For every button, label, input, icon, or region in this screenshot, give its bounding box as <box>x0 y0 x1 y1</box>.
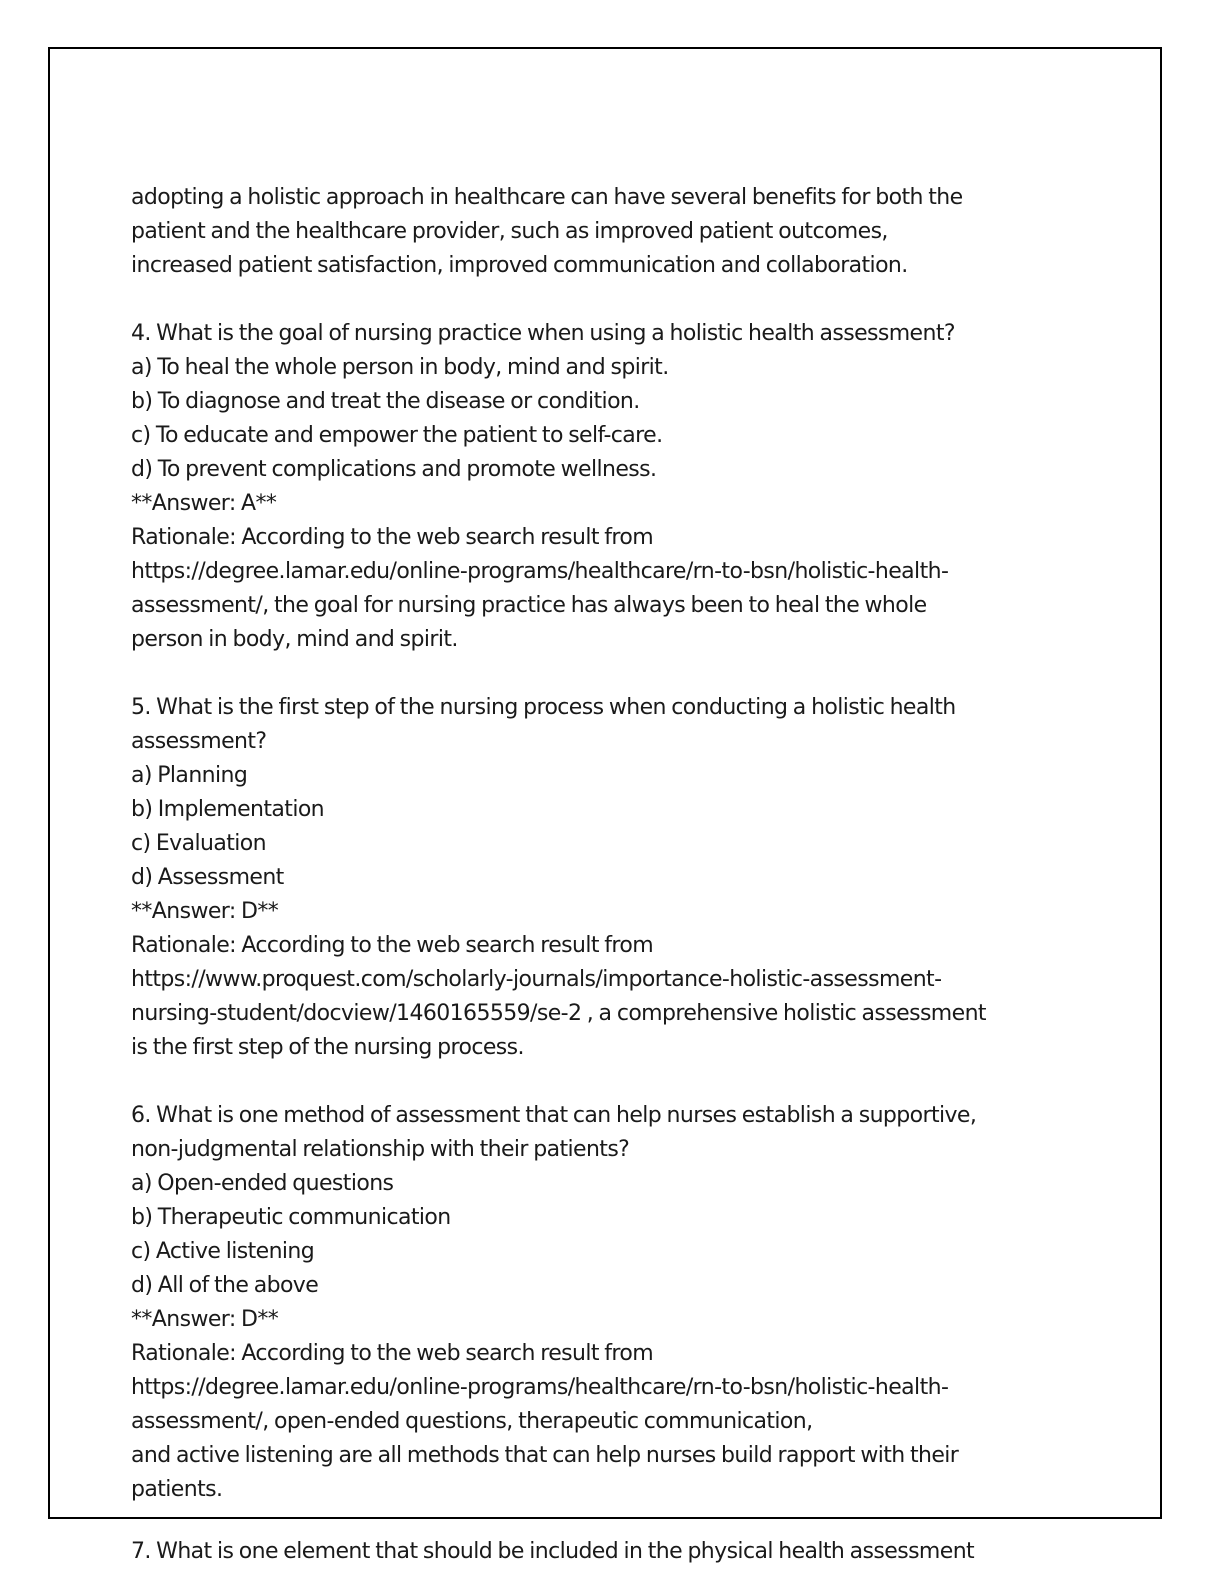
rationale-line: person in body, mind and spirit. <box>131 627 458 652</box>
option-a: a) Planning <box>131 763 248 788</box>
question-text: 6. What is one method of assessment that can help nurses establish a supportive, <box>131 1103 977 1128</box>
document-body <box>131 181 1121 1507</box>
question-7-start: 7. What is one element that should be included in the physical health assessment <box>131 1539 975 1564</box>
option-c: c) Active listening <box>131 1239 315 1264</box>
option-b: b) To diagnose and treat the disease or condition. <box>131 389 640 414</box>
option-c: c) To educate and empower the patient to self-care. <box>131 423 663 448</box>
question-4-block <box>131 317 1121 657</box>
option-d: d) All of the above <box>131 1273 319 1298</box>
question-text: non-judgmental relationship with their patients? <box>131 1137 630 1162</box>
rationale-line: Rationale: According to the web search result from <box>131 525 654 550</box>
paragraph-gap <box>131 1065 1121 1099</box>
rationale-line: patients. <box>131 1477 223 1502</box>
rationale-line: assessment/, open-ended questions, therapeutic communication, <box>131 1409 813 1434</box>
rationale-line: assessment/, the goal for nursing practice has always been to heal the whole <box>131 593 927 618</box>
rationale-line: is the first step of the nursing process. <box>131 1035 524 1060</box>
question-6-block <box>131 1099 1121 1507</box>
paragraph-gap <box>131 283 1121 317</box>
answer-line: **Answer: A** <box>131 491 277 516</box>
rationale-line: Rationale: According to the web search result from <box>131 933 654 958</box>
intro-paragraph <box>131 181 1121 283</box>
question-text: 5. What is the first step of the nursing process when conducting a holistic health <box>131 695 956 720</box>
question-5-block <box>131 691 1121 1065</box>
option-d: d) Assessment <box>131 865 284 890</box>
text-line: increased patient satisfaction, improved communication and collaboration. <box>131 253 908 278</box>
answer-line: **Answer: D** <box>131 899 279 924</box>
question-text: 4. What is the goal of nursing practice when using a holistic health assessment? <box>131 321 955 346</box>
rationale-line: and active listening are all methods that can help nurses build rapport with their <box>131 1443 959 1468</box>
option-d: d) To prevent complications and promote wellness. <box>131 457 657 482</box>
rationale-line: nursing-student/docview/1460165559/se-2 , a comprehensive holistic assessment <box>131 1001 986 1026</box>
option-c: c) Evaluation <box>131 831 266 856</box>
option-a: a) Open-ended questions <box>131 1171 394 1196</box>
text-line: patient and the healthcare provider, such as improved patient outcomes, <box>131 219 888 244</box>
option-b: b) Implementation <box>131 797 325 822</box>
answer-line: **Answer: D** <box>131 1307 279 1332</box>
rationale-line: https://www.proquest.com/scholarly-journals/importance-holistic-assessment- <box>131 967 942 992</box>
paragraph-gap <box>131 657 1121 691</box>
rationale-line: Rationale: According to the web search result from <box>131 1341 654 1366</box>
option-b: b) Therapeutic communication <box>131 1205 451 1230</box>
rationale-line: https://degree.lamar.edu/online-programs/healthcare/rn-to-bsn/holistic-health- <box>131 559 949 584</box>
text-line: adopting a holistic approach in healthcare can have several benefits for both the <box>131 185 963 210</box>
question-text: assessment? <box>131 729 267 754</box>
rationale-line: https://degree.lamar.edu/online-programs/healthcare/rn-to-bsn/holistic-health- <box>131 1375 949 1400</box>
option-a: a) To heal the whole person in body, mind and spirit. <box>131 355 669 380</box>
